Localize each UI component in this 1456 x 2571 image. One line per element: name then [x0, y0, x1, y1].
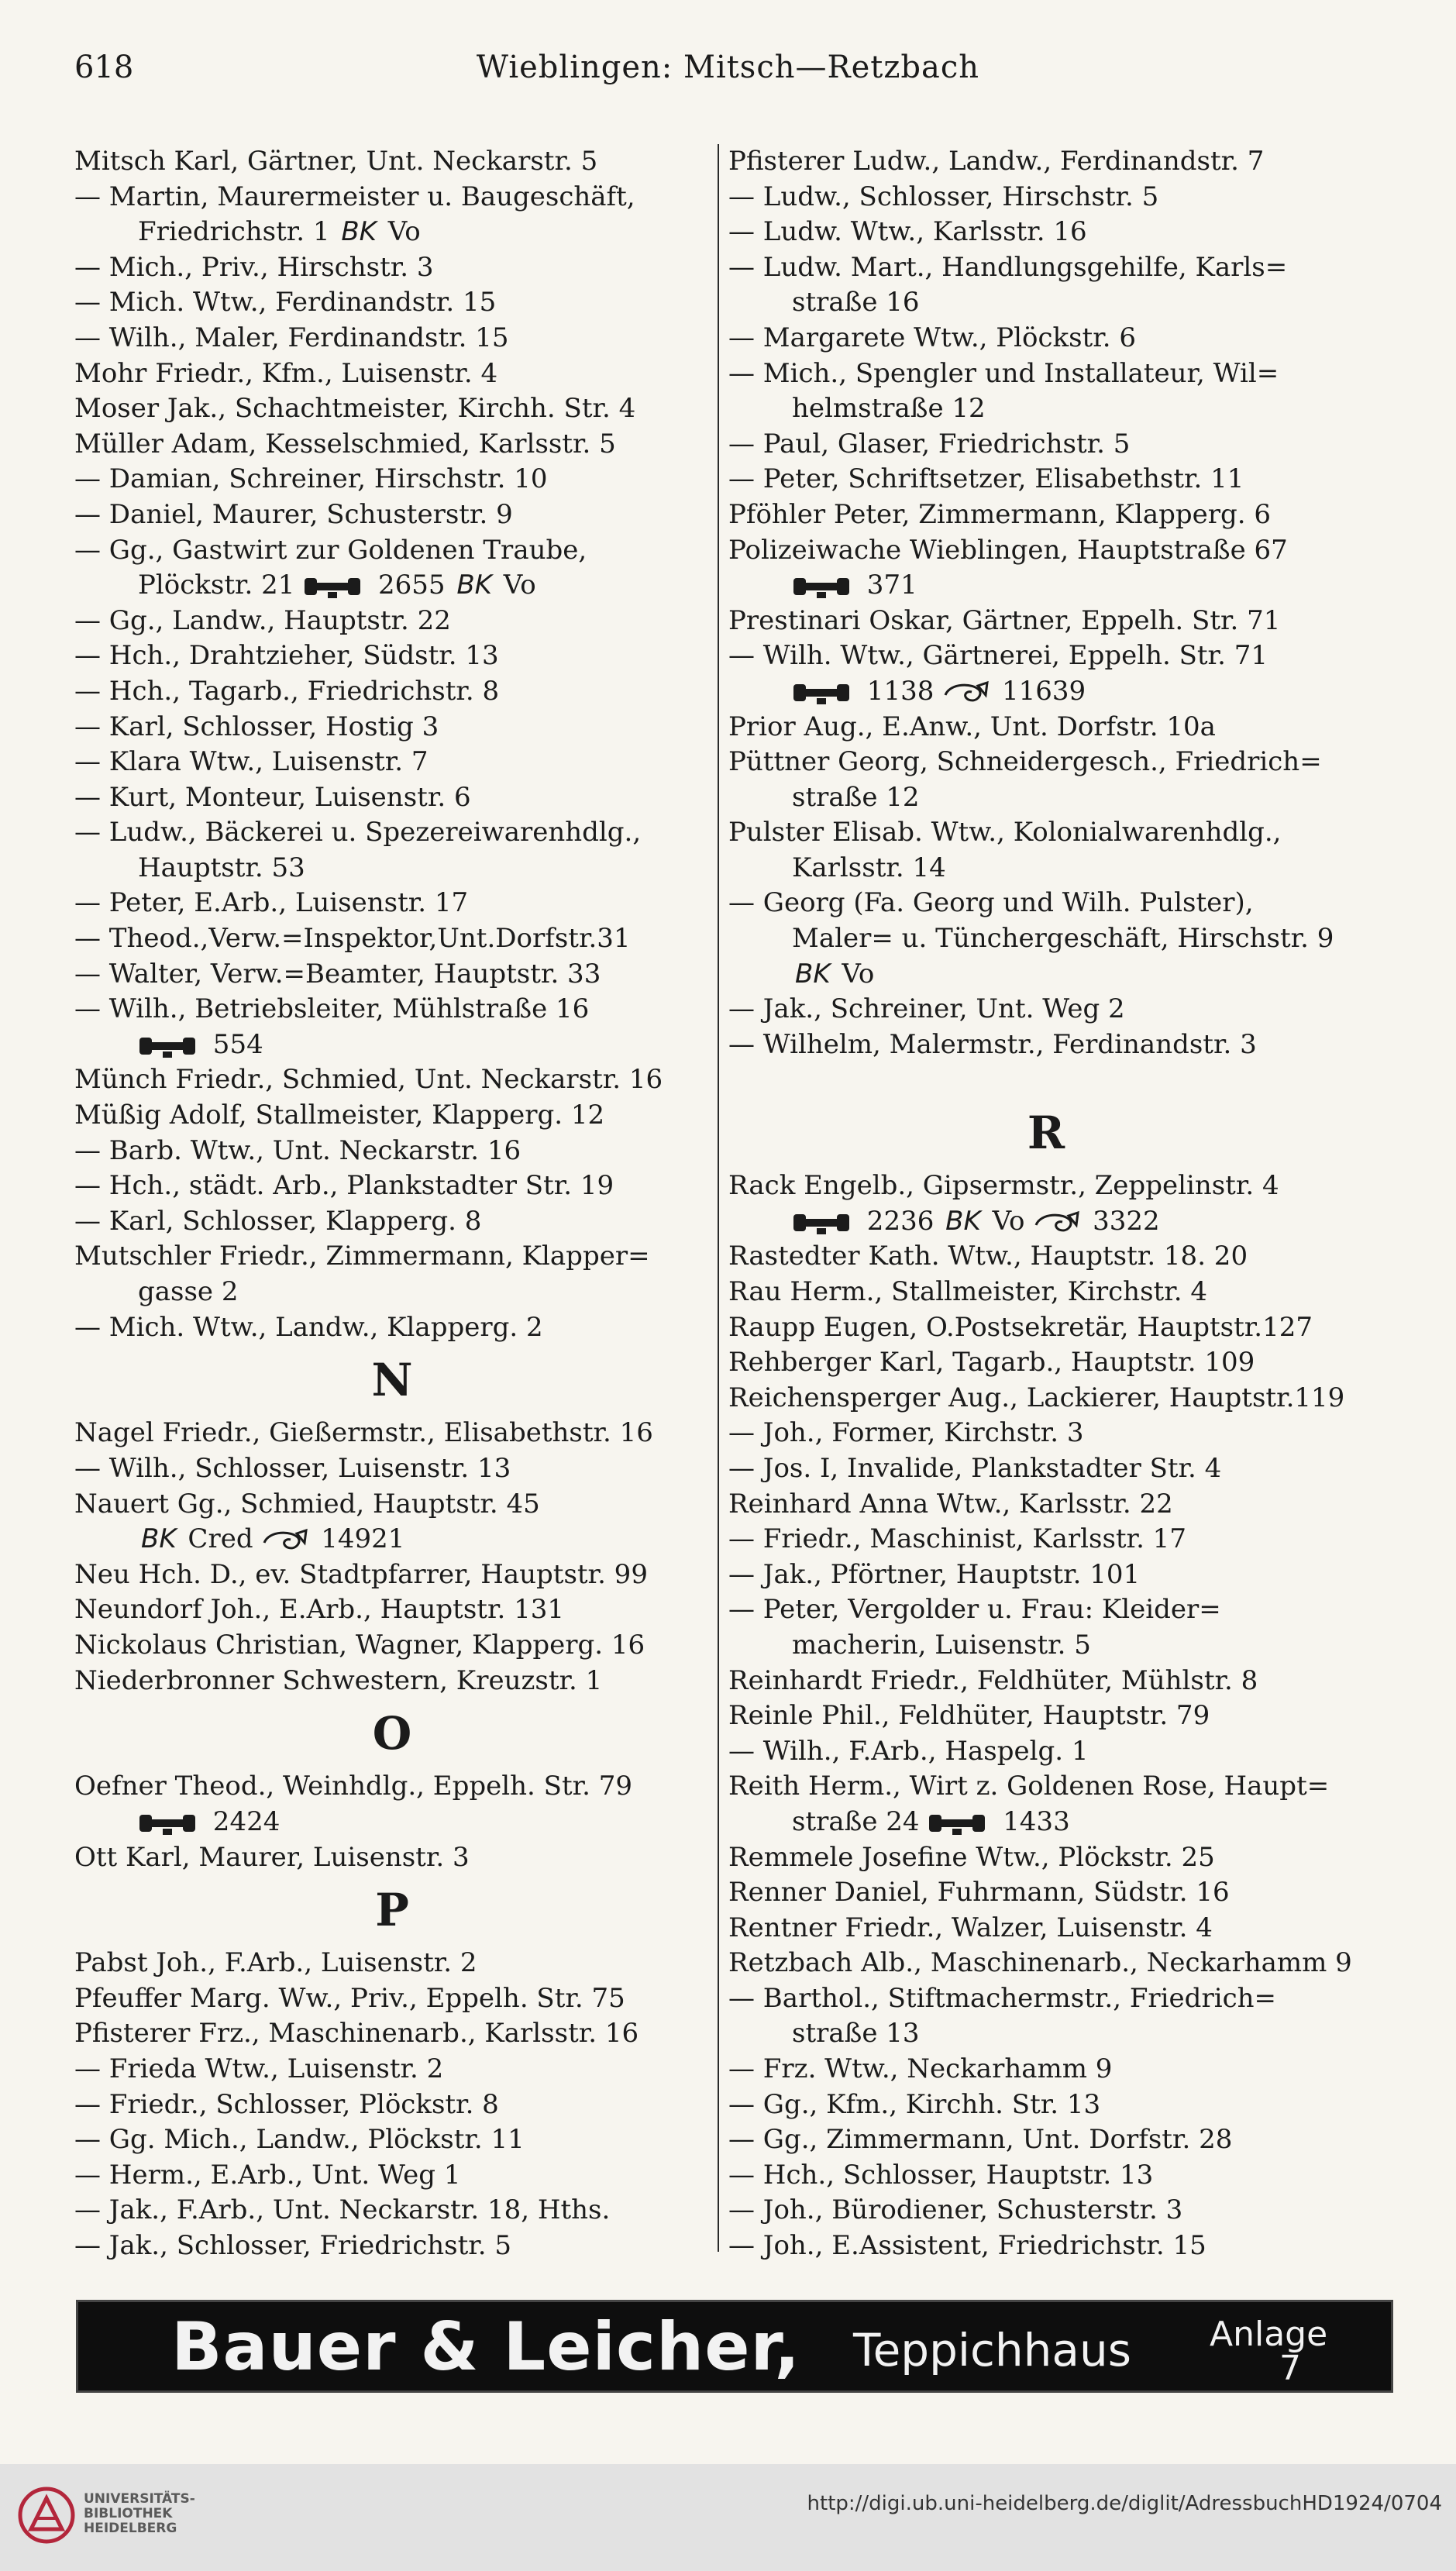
directory-entry: — Joh., Bürodiener, Schusterstr. 3: [728, 2194, 1183, 2226]
directory-entry: Prior Aug., E.Anw., Unt. Dorfstr. 10a: [728, 711, 1216, 742]
directory-entry: — Martin, Maurermeister u. Baugeschäft,: [74, 181, 635, 212]
bk-abbreviation: BK: [341, 216, 377, 248]
directory-entry: — Georg (Fa. Georg und Wilh. Pulster),: [728, 887, 1254, 919]
directory-entry: — Gg., Gastwirt zur Goldenen Traube,: [74, 534, 587, 566]
directory-entry: — Peter, Vergolder u. Frau: Kleider=: [728, 1594, 1221, 1626]
directory-entry: Püttner Georg, Schneidergesch., Friedrich=: [728, 746, 1322, 778]
source-url[interactable]: http://digi.ub.uni-heidelberg.de/diglit/AdressbuchHD1924/0704: [807, 2492, 1442, 2515]
library-line-2: BIBLIOTHEK: [84, 2506, 173, 2521]
directory-entry: Prestinari Oskar, Gärtner, Eppelh. Str. 71: [728, 604, 1281, 636]
library-line-1: UNIVERSITÄTS-: [84, 2491, 195, 2507]
bk-abbreviation: BK: [456, 570, 492, 601]
directory-entry: — Joh., E.Assistent, Friedrichstr. 15: [728, 2230, 1206, 2262]
advertisement-banner: [76, 2300, 1393, 2393]
directory-entry: — Gg., Landw., Hauptstr. 22: [74, 604, 451, 636]
section-letter-heading: O: [372, 1707, 412, 1760]
section-letter-heading: P: [375, 1884, 409, 1937]
directory-entry: gasse 2: [138, 1276, 239, 1307]
directory-entry: Müller Adam, Kesselschmied, Karlsstr. 5: [74, 428, 616, 459]
directory-entry: — Peter, E.Arb., Luisenstr. 17: [74, 887, 469, 919]
directory-entry: Friedrichstr. 1 BK Vo: [138, 216, 421, 248]
directory-entry: — Jak., F.Arb., Unt. Neckarstr. 18, Hths.: [74, 2194, 611, 2226]
directory-entry: — Hch., Schlosser, Hauptstr. 13: [728, 2159, 1154, 2191]
blank-line: [728, 1062, 1364, 1098]
directory-entry: — Karl, Schlosser, Klapperg. 8: [74, 1205, 482, 1237]
directory-entry: BK Cred 14921: [141, 1523, 405, 1555]
directory-entry: Oefner Theod., Weinhdlg., Eppelh. Str. 79: [74, 1771, 633, 1802]
directory-entry: Rehberger Karl, Tagarb., Hauptstr. 109: [728, 1347, 1255, 1378]
bk-abbreviation: BK: [141, 1523, 177, 1555]
page-number: 618: [74, 50, 134, 85]
directory-entry: — Hch., städt. Arb., Plankstadter Str. 19: [74, 1170, 614, 1202]
directory-entry: Niederbronner Schwestern, Kreuzstr. 1: [74, 1664, 603, 1696]
ad-company-name: Bauer & Leicher,: [171, 2308, 801, 2386]
directory-entry: Rau Herm., Stallmeister, Kirchstr. 4: [728, 1276, 1207, 1307]
telephone-icon: [928, 1810, 990, 1836]
directory-entry: — Mich. Wtw., Landw., Klapperg. 2: [74, 1311, 543, 1343]
directory-entry: Pföhler Peter, Zimmermann, Klapperg. 6: [728, 498, 1272, 530]
directory-entry: — Gg., Zimmermann, Unt. Dorfstr. 28: [728, 2124, 1233, 2156]
post-horn-icon: [1033, 1210, 1079, 1236]
directory-entry: Nagel Friedr., Gießermstr., Elisabethstr. 16: [74, 1417, 653, 1449]
directory-entry: 1138 11639: [728, 674, 1364, 710]
directory-entry: Renner Daniel, Fuhrmann, Südstr. 16: [728, 1877, 1230, 1908]
section-letter-heading: N: [371, 1354, 413, 1407]
university-logo-icon: [15, 2484, 77, 2549]
directory-entry: — Jak., Schreiner, Unt. Weg 2: [728, 993, 1125, 1025]
directory-entry: — Friedr., Maschinist, Karlsstr. 17: [728, 1523, 1186, 1555]
directory-entry: — Peter, Schriftsetzer, Elisabethstr. 11: [728, 463, 1244, 495]
directory-entry: — Joh., Former, Kirchstr. 3: [728, 1417, 1084, 1449]
telephone-icon: [792, 680, 854, 706]
directory-entry: — Walter, Verw.=Beamter, Hauptstr. 33: [74, 958, 601, 990]
directory-entry: 371: [728, 568, 1364, 604]
directory-entry: Pfisterer Frz., Maschinenarb., Karlsstr. 16: [74, 2018, 639, 2050]
directory-entry: Müßig Adolf, Stallmeister, Klapperg. 12: [74, 1100, 605, 1131]
directory-entry: — Hch., Drahtzieher, Südstr. 13: [74, 640, 499, 672]
directory-entry: — Daniel, Maurer, Schusterstr. 9: [74, 498, 513, 530]
directory-entry: — Jak., Pförtner, Hauptstr. 101: [728, 1558, 1141, 1590]
telephone-icon: [138, 1033, 200, 1059]
directory-entry: 2236 BK Vo 3322: [728, 1204, 1364, 1240]
directory-entry: — Jak., Schlosser, Friedrichstr. 5: [74, 2230, 512, 2262]
directory-entry: Ott Karl, Maurer, Luisenstr. 3: [74, 1841, 470, 1873]
directory-entry: — Gg. Mich., Landw., Plöckstr. 11: [74, 2124, 525, 2156]
directory-entry: Mutschler Friedr., Zimmermann, Klapper=: [74, 1241, 650, 1272]
directory-entry: Reinhard Anna Wtw., Karlsstr. 22: [728, 1488, 1173, 1520]
directory-entry: Rentner Friedr., Walzer, Luisenstr. 4: [728, 1912, 1213, 1943]
directory-entry: — Wilh., F.Arb., Haspelg. 1: [728, 1735, 1089, 1767]
directory-entry: — Wilh., Betriebsleiter, Mühlstraße 16: [74, 993, 590, 1025]
bk-abbreviation: BK: [945, 1205, 981, 1237]
directory-entry: Reinhardt Friedr., Feldhüter, Mühlstr. 8: [728, 1664, 1258, 1696]
directory-entry: helmstraße 12: [792, 393, 986, 425]
directory-entry: Mohr Friedr., Kfm., Luisenstr. 4: [74, 357, 498, 389]
ad-address-number: 7: [1279, 2349, 1301, 2388]
directory-entry: — Paul, Glaser, Friedrichstr. 5: [728, 428, 1131, 459]
directory-entry: straße 16: [792, 287, 920, 318]
directory-entry: Retzbach Alb., Maschinenarb., Neckarhamm 9: [728, 1947, 1352, 1979]
directory-entry: Maler= u. Tünchergeschäft, Hirschstr. 9: [792, 923, 1334, 955]
telephone-icon: [138, 1810, 200, 1836]
directory-entry: Plöckstr. 21 2655 BK Vo: [138, 570, 536, 601]
directory-entry: Raupp Eugen, O.Postsekretär, Hauptstr.127: [728, 1311, 1313, 1343]
directory-entry: — Wilhelm, Malermstr., Ferdinandstr. 3: [728, 1028, 1257, 1060]
directory-entry: Nauert Gg., Schmied, Hauptstr. 45: [74, 1488, 540, 1520]
directory-entry: Rastedter Kath. Wtw., Hauptstr. 18. 20: [728, 1241, 1248, 1272]
directory-entry: — Hch., Tagarb., Friedrichstr. 8: [74, 675, 500, 707]
directory-entry: Reichensperger Aug., Lackierer, Hauptstr.119: [728, 1382, 1345, 1413]
library-line-3: HEIDELBERG: [84, 2521, 177, 2536]
directory-entry: — Herm., E.Arb., Unt. Weg 1: [74, 2159, 461, 2191]
directory-entry: Pulster Elisab. Wtw., Kolonialwarenhdlg.,: [728, 817, 1282, 848]
directory-entry: — Mich., Priv., Hirschstr. 3: [74, 251, 434, 283]
ad-address-word: Anlage: [1210, 2315, 1328, 2354]
page-header: [74, 50, 1382, 99]
post-horn-icon: [942, 680, 989, 706]
ad-business-type: Teppichhaus: [853, 2324, 1131, 2377]
directory-entry: Pfeuffer Marg. Ww., Priv., Eppelh. Str. 75: [74, 1982, 625, 2014]
column-divider: [718, 144, 719, 2252]
directory-entry: — Wilh., Schlosser, Luisenstr. 13: [74, 1452, 511, 1484]
directory-entry: Karlsstr. 14: [792, 852, 946, 883]
directory-entry: — Barthol., Stiftmachermstr., Friedrich=: [728, 1982, 1276, 2014]
left-column: [74, 144, 710, 2264]
directory-entry: Nickolaus Christian, Wagner, Klapperg. 16: [74, 1629, 645, 1661]
footer-bar: [0, 2464, 1456, 2571]
directory-entry: — Margarete Wtw., Plöckstr. 6: [728, 322, 1136, 353]
directory-entry: straße 24 1433: [792, 1805, 1070, 1837]
directory-entry: Pabst Joh., F.Arb., Luisenstr. 2: [74, 1947, 477, 1979]
page-title: Wieblingen: Mitsch—Retzbach: [476, 50, 980, 85]
directory-entry: straße 13: [792, 2018, 920, 2050]
post-horn-icon: [261, 1527, 308, 1554]
directory-entry: Pfisterer Ludw., Landw., Ferdinandstr. 7: [728, 146, 1265, 177]
directory-entry: straße 12: [792, 781, 920, 813]
directory-entry: — Damian, Schreiner, Hirschstr. 10: [74, 463, 548, 495]
directory-entry: Reinle Phil., Feldhüter, Hauptstr. 79: [728, 1700, 1210, 1732]
directory-entry: Neu Hch. D., ev. Stadtpfarrer, Hauptstr. 99: [74, 1558, 648, 1590]
directory-entry: Rack Engelb., Gipsermstr., Zeppelinstr. 4: [728, 1170, 1279, 1202]
directory-entry: — Theod.,Verw.=Inspektor,Unt.Dorfstr.31: [74, 923, 631, 955]
directory-entry: Münch Friedr., Schmied, Unt. Neckarstr. 16: [74, 1064, 663, 1096]
directory-entry: — Jos. I, Invalide, Plankstadter Str. 4: [728, 1452, 1222, 1484]
directory-entry: Hauptstr. 53: [138, 852, 305, 883]
directory-entry: — Kurt, Monteur, Luisenstr. 6: [74, 781, 471, 813]
directory-entry: — Ludw. Mart., Handlungsgehilfe, Karls=: [728, 251, 1288, 283]
directory-entry: Neundorf Joh., E.Arb., Hauptstr. 131: [74, 1594, 564, 1626]
telephone-icon: [792, 1210, 854, 1236]
directory-entry: 554: [74, 1027, 710, 1063]
directory-entry: Polizeiwache Wieblingen, Hauptstraße 67: [728, 534, 1288, 566]
directory-entry: Reith Herm., Wirt z. Goldenen Rose, Haupt=: [728, 1771, 1330, 1802]
section-letter-heading: R: [1027, 1107, 1065, 1160]
directory-entry: — Gg., Kfm., Kirchh. Str. 13: [728, 2088, 1101, 2120]
directory-entry: Mitsch Karl, Gärtner, Unt. Neckarstr. 5: [74, 146, 598, 177]
telephone-icon: [303, 573, 365, 600]
directory-entry: — Karl, Schlosser, Hostig 3: [74, 711, 439, 742]
telephone-icon: [792, 573, 854, 600]
directory-entry: — Wilh. Wtw., Gärtnerei, Eppelh. Str. 71: [728, 640, 1268, 672]
directory-entry: Moser Jak., Schachtmeister, Kirchh. Str. 4: [74, 393, 636, 425]
directory-entry: Remmele Josefine Wtw., Plöckstr. 25: [728, 1841, 1215, 1873]
directory-entry: macherin, Luisenstr. 5: [792, 1629, 1091, 1661]
directory-entry: — Mich. Wtw., Ferdinandstr. 15: [74, 287, 497, 318]
directory-entry: — Klara Wtw., Luisenstr. 7: [74, 746, 429, 778]
directory-entry: — Mich., Spengler und Installateur, Wil=: [728, 357, 1279, 389]
directory-entry: — Ludw. Wtw., Karlsstr. 16: [728, 216, 1087, 248]
directory-entry: — Frz. Wtw., Neckarhamm 9: [728, 2053, 1113, 2085]
directory-entry: — Friedr., Schlosser, Plöckstr. 8: [74, 2088, 499, 2120]
directory-entry: 2424: [74, 1805, 710, 1840]
directory-entry: — Ludw., Schlosser, Hirschstr. 5: [728, 181, 1159, 212]
directory-entry: — Wilh., Maler, Ferdinandstr. 15: [74, 322, 509, 353]
directory-entry: — Ludw., Bäckerei u. Spezereiwarenhdlg.,: [74, 817, 642, 848]
directory-entry: — Barb. Wtw., Unt. Neckarstr. 16: [74, 1134, 521, 1166]
bk-abbreviation: BK: [795, 958, 831, 990]
library-name: [84, 2492, 195, 2536]
directory-entry: — Frieda Wtw., Luisenstr. 2: [74, 2053, 444, 2085]
directory-entry: BK Vo: [795, 958, 875, 990]
right-column: [728, 144, 1364, 2264]
